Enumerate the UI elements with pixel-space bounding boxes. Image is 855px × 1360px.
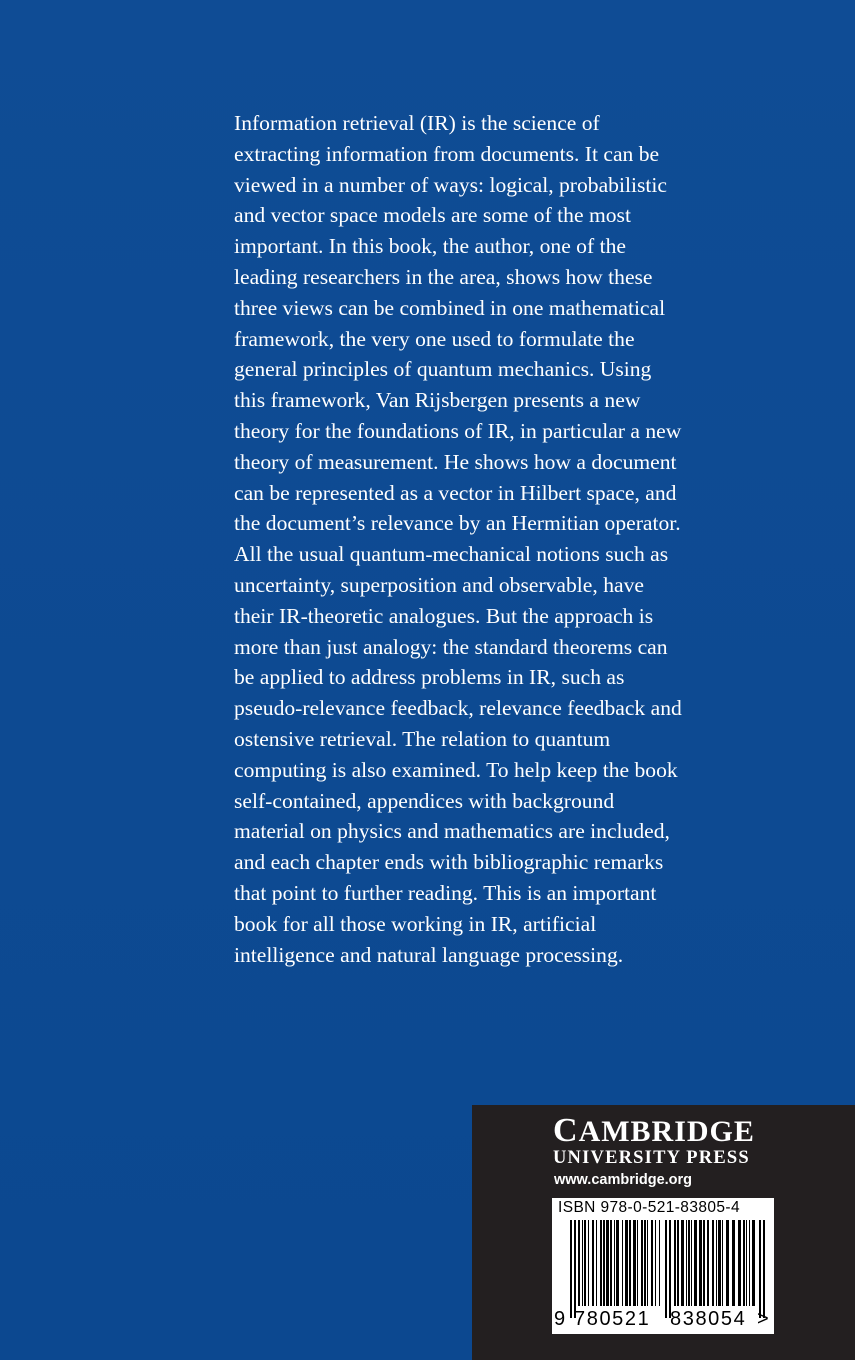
- barcode-bar: [578, 1220, 580, 1306]
- description-line: Information retrieval (IR) is the science of: [234, 111, 600, 135]
- barcode-bar: [694, 1220, 697, 1306]
- description-line: material on physics and mathematics are included,: [234, 819, 670, 844]
- barcode-bar: [614, 1220, 615, 1306]
- description-line: this framework, Van Rijsbergen presents a new: [234, 388, 641, 413]
- barcode-bar: [600, 1220, 602, 1306]
- publisher-logo-initial: C: [553, 1112, 579, 1149]
- description-line: and each chapter ends with bibliographic remarks: [234, 850, 664, 875]
- barcode-bar: [629, 1220, 631, 1306]
- description-line: and vector space models are some of the most: [234, 203, 631, 228]
- description-line: computing is also examined. To help keep the book: [234, 757, 678, 782]
- barcode-bar: [588, 1220, 589, 1306]
- barcode-bar: [606, 1220, 609, 1306]
- publisher-subtitle: UNIVERSITY PRESS: [553, 1148, 750, 1168]
- description-line: book for all those working in IR, artificial: [234, 911, 597, 936]
- barcode-bar: [641, 1220, 643, 1306]
- barcode-bar: [749, 1220, 750, 1306]
- barcode-bar: [616, 1220, 619, 1306]
- barcode-bar: [610, 1220, 612, 1306]
- description-line: the document’s relevance by an Hermitian operator.: [234, 511, 681, 536]
- barcode-bar: [592, 1220, 594, 1306]
- description-line: more than just analogy: the standard theorems can: [234, 634, 668, 659]
- description-line: their IR-theoretic analogues. But the approach is: [234, 603, 654, 628]
- description-line: three views can be combined in one mathematical: [234, 295, 666, 320]
- description-line: extracting information from documents. It can be: [234, 141, 660, 166]
- description-line: self-contained, appendices with background: [234, 788, 615, 813]
- barcode-bar: [669, 1220, 671, 1318]
- book-description: [234, 108, 704, 970]
- publisher-panel: [472, 1105, 855, 1360]
- description-line: that point to further reading. This is an important: [234, 880, 657, 905]
- isbn-label: ISBN 978-0-521-83805-4: [558, 1199, 740, 1216]
- barcode-bar: [738, 1220, 741, 1306]
- barcode-bar: [726, 1220, 729, 1306]
- barcode-bar: [716, 1220, 717, 1306]
- barcode-bar: [637, 1220, 638, 1306]
- barcode-bar: [686, 1220, 687, 1306]
- barcode-bar: [718, 1220, 721, 1306]
- description-line: viewed in a number of ways: logical, probabilistic: [234, 172, 667, 197]
- barcode-bar: [722, 1220, 723, 1306]
- description-line: All the usual quantum-mechanical notions such as: [234, 542, 669, 567]
- barcode-bar: [681, 1220, 684, 1306]
- barcode-bar: [743, 1220, 745, 1306]
- barcode-bar: [584, 1220, 586, 1306]
- description-line: important. In this book, the author, one of the: [234, 234, 626, 259]
- barcode-bar: [699, 1220, 702, 1306]
- description-line: theory of measurement. He shows how a document: [234, 449, 677, 474]
- description-line: pseudo-relevance feedback, relevance feedback and: [234, 696, 682, 721]
- description-line: can be represented as a vector in Hilbert space, and: [234, 480, 677, 505]
- barcode-bar: [759, 1220, 761, 1318]
- barcode-bar: [732, 1220, 735, 1306]
- publisher-logo-rest: AMBRIDGE: [578, 1115, 755, 1148]
- barcode-digits-right: 838054: [670, 1308, 747, 1330]
- barcode-bar: [665, 1220, 667, 1318]
- barcode-bar: [647, 1220, 648, 1306]
- description-line: theory for the foundations of IR, in particular a new: [234, 418, 682, 443]
- barcode-bar: [752, 1220, 755, 1306]
- barcode-bar: [596, 1220, 597, 1306]
- description-line: uncertainty, superposition and observable, have: [234, 572, 644, 597]
- barcode-digit-end: >: [757, 1308, 769, 1330]
- barcode-bar: [644, 1220, 646, 1306]
- barcode-bar: [659, 1220, 660, 1306]
- barcode-bar: [622, 1220, 623, 1306]
- description-line: general principles of quantum mechanics. Using: [234, 357, 652, 382]
- barcode-bar: [691, 1220, 692, 1306]
- barcode-bar: [674, 1220, 676, 1306]
- barcode-bar: [574, 1220, 576, 1318]
- publisher-logo: [553, 1113, 755, 1150]
- description-line: framework, the very one used to formulate the: [234, 326, 635, 351]
- description-line: ostensive retrieval. The relation to quantum: [234, 726, 611, 751]
- barcode-bar: [707, 1220, 709, 1306]
- description-line: be applied to address problems in IR, such as: [234, 665, 625, 690]
- description-line: intelligence and natural language processing.: [234, 942, 624, 967]
- barcode-bar: [688, 1220, 690, 1306]
- barcode-bar: [763, 1220, 765, 1318]
- barcode-bar: [703, 1220, 705, 1306]
- barcode-digit-lead: 9: [554, 1308, 566, 1330]
- barcode-digits-left: 780521: [574, 1308, 651, 1330]
- barcode-bar: [570, 1220, 572, 1318]
- barcode-bar: [746, 1220, 747, 1306]
- barcode-bar: [677, 1220, 679, 1306]
- publisher-website: www.cambridge.org: [554, 1172, 693, 1188]
- barcode-box: [552, 1198, 774, 1334]
- barcode-bar: [603, 1220, 605, 1306]
- barcode-bar: [651, 1220, 653, 1306]
- barcode-bar: [582, 1220, 583, 1306]
- barcode-bar: [633, 1220, 636, 1306]
- description-line: leading researchers in the area, shows how these: [234, 264, 653, 289]
- barcode-bar: [655, 1220, 656, 1306]
- barcode-bar: [625, 1220, 628, 1306]
- barcode-bar: [712, 1220, 714, 1306]
